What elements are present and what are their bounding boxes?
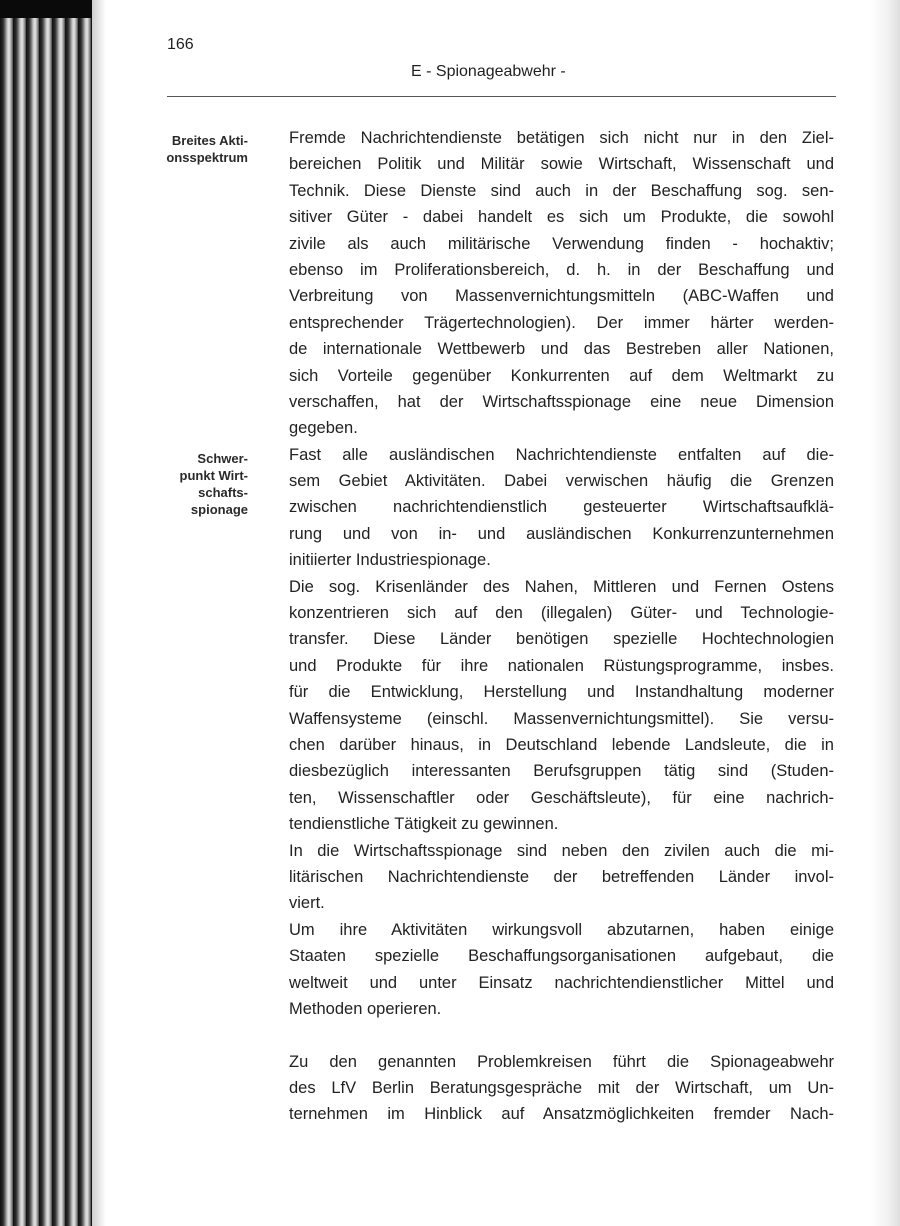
text-line: entsprechender Trägertechnologien). Der immer härter werden- [289,313,834,332]
text-line: diesbezüglich interessanten Berufsgruppen tätig sind (Studen- [289,762,834,781]
text-line: ebenso im Proliferationsbereich, d. h. in der Beschaffung und [289,260,834,279]
text-line: chen darüber hinaus, in Deutschland lebende Landsleute, die in [289,735,834,754]
margin-note-breites-aktionsspektrum: Breites Akti- onsspektrum [166,133,248,165]
text-line: Verbreitung von Massenvernichtungsmitteln (ABC-Waffen und [289,287,834,306]
text-line: und Produkte für ihre nationalen Rüstungsprogramme, insbes. [289,656,834,675]
text-line: sich Vorteile gegenüber Konkurrenten auf dem Weltmarkt zu [289,366,834,385]
body-text [289,125,834,1128]
text-line: sitiver Güter - dabei handelt es sich um Produkte, die sowohl [289,208,834,227]
text-line: für die Entwicklung, Herstellung und Instandhaltung moderner [289,683,834,702]
text-line: tendienstliche Tätigkeit zu gewinnen. [289,815,559,834]
text-line: de internationale Wettbewerb und das Bestreben aller Nationen, [289,340,834,359]
text-line: Zu den genannten Problemkreisen führt die Spionageabwehr [289,1052,834,1071]
paragraph-gap [289,1022,834,1048]
text-line: rung und von in- und ausländischen Konkurrenzunternehmen [289,524,834,543]
text-line: Fast alle ausländischen Nachrichtendienste entfalten auf die- [289,445,834,464]
text-line: des LfV Berlin Beratungsgespräche mit der Wirtschaft, um Un- [289,1079,834,1098]
text-line: viert. [289,894,325,913]
text-line: bereichen Politik und Militär sowie Wirtschaft, Wissenschaft und [289,155,834,174]
text-line: Staaten spezielle Beschaffungsorganisationen aufgebaut, die [289,947,834,966]
text-line: ten, Wissenschaftler oder Geschäftsleute), für eine nachrich- [289,788,834,807]
book-page-edges [0,0,92,1226]
text-line: Methoden operieren. [289,999,442,1018]
text-line: In die Wirtschaftsspionage sind neben den zivilen auch die mi- [289,841,834,860]
text-line: Fremde Nachrichtendienste betätigen sich nicht nur in den Ziel- [289,129,834,147]
text-line: weltweit und unter Einsatz nachrichtendienstlicher Mittel und [289,973,834,992]
text-line: zwischen nachrichtendienstlich gesteuerter Wirtschaftsaufklä- [289,498,834,517]
text-line: transfer. Diese Länder benötigen spezielle Hochtechnologien [289,630,834,649]
page-number: 166 [167,36,194,53]
header-divider [167,96,836,97]
margin-note-wirtschaftsspionage: Schwer- punkt Wirt- schafts- spionage [179,451,248,517]
text-line: ternehmen im Hinblick auf Ansatzmöglichkeiten fremder Nach- [289,1105,834,1124]
text-line: Waffensysteme (einschl. Massenvernichtungsmittel). Sie versu- [289,709,834,728]
page-right-shade [870,0,900,1226]
text-line: Die sog. Krisenländer des Nahen, Mittleren und Fernen Ostens [289,577,834,596]
text-line: zivile als auch militärische Verwendung finden - hochaktiv; [289,234,834,253]
text-line: konzentrieren sich auf den (illegalen) Güter- und Technologie- [289,604,834,623]
text-line: Um ihre Aktivitäten wirkungsvoll abzutarnen, haben einige [289,920,834,939]
text-line: litärischen Nachrichtendienste der betreffenden Länder invol- [289,867,834,886]
text-line: initiierter Industriespionage. [289,551,491,570]
running-header: E - Spionageabwehr - [411,63,566,80]
text-line: Technik. Diese Dienste sind auch in der Beschaffung sog. sen- [289,181,834,200]
book-edge-shadow [0,0,92,18]
text-line: sem Gebiet Aktivitäten. Dabei verwischen häufig die Grenzen [289,472,834,491]
text-line: verschaffen, hat der Wirtschaftsspionage eine neue Dimension [289,392,834,411]
text-line: gegeben. [289,419,358,438]
